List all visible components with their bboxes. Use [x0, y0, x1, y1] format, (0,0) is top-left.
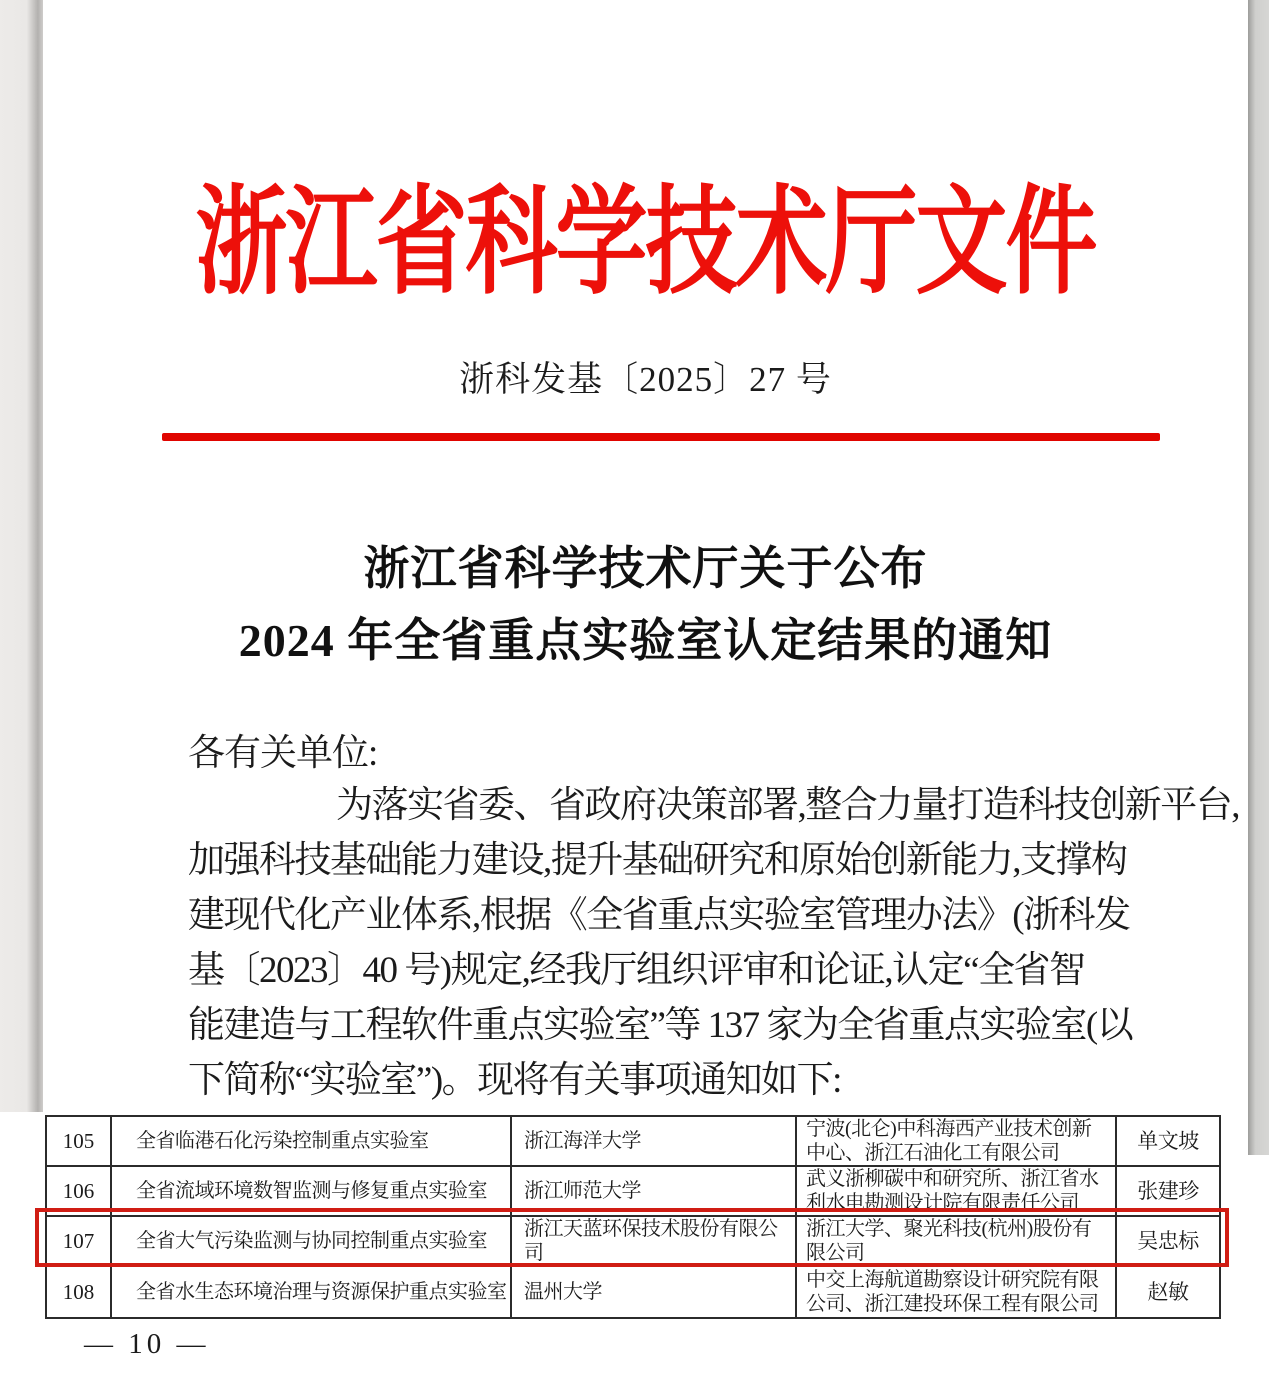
cell-director-name: 赵敏	[1147, 1280, 1189, 1304]
cell-partner-organizations: 武义浙柳碳中和研究所、浙江省水利水电勘测设计院有限责任公司	[797, 1167, 1117, 1217]
cell-director-name: 张建珍	[1117, 1167, 1219, 1217]
body-paragraph	[188, 778, 1239, 1108]
letterhead-rule	[162, 433, 1160, 441]
cell-partner-organizations: 浙江大学、聚光科技(杭州)股份有限公司	[797, 1217, 1117, 1267]
document-number: 浙科发基〔2025〕27 号	[459, 360, 832, 399]
page-edge-left	[0, 0, 43, 1112]
cell-institution: 浙江海洋大学	[512, 1117, 797, 1167]
body-line: 为落实省委、省政府决策部署,整合力量打造科技创新平台,	[336, 785, 1239, 826]
cell-partner-organizations: 宁波(北仑)中科海西产业技术创新中心、浙江石油化工有限公司	[797, 1117, 1117, 1167]
cell-director-name: 单文坡	[1117, 1117, 1219, 1167]
cell-institution: 温州大学	[512, 1267, 797, 1317]
page-number: — 10 —	[84, 1328, 210, 1360]
cell-partner-organizations: 中交上海航道勘察设计研究院有限公司、浙江建投环保工程有限公司	[797, 1267, 1117, 1317]
body-line: 基〔2023〕40 号)规定,经我厅组织评审和论证,认定“全省智	[188, 950, 1085, 991]
notice-title-line-1: 浙江省科学技术厅关于公布	[363, 543, 928, 594]
body-line: 能建造与工程软件重点实验室”等 137 家为全省重点实验室(以	[188, 1005, 1133, 1046]
cell-row-number: 108	[47, 1267, 112, 1317]
salutation: 各有关单位:	[188, 733, 378, 774]
cell-lab-name: 全省流域环境数智监测与修复重点实验室	[112, 1167, 512, 1217]
cell-institution: 浙江天蓝环保技术股份有限公司	[512, 1217, 797, 1267]
cell-institution: 浙江师范大学	[512, 1167, 797, 1217]
body-line: 加强科技基础能力建设,提升基础研究和原始创新能力,支撑构	[188, 840, 1127, 881]
cell-row-number: 105	[47, 1117, 112, 1167]
cell-lab-name: 全省大气污染监测与协同控制重点实验室	[112, 1217, 512, 1267]
body-line: 下简称“实验室”)。现将有关事项通知如下:	[188, 1060, 841, 1101]
letterhead-title: 浙江省科学技术厅文件	[195, 177, 1096, 308]
cell-row-number: 106	[47, 1167, 112, 1217]
body-line: 建现代化产业体系,根据《全省重点实验室管理办法》(浙科发	[188, 895, 1130, 936]
lab-results-table	[45, 1115, 1221, 1319]
cell-lab-name: 全省水生态环境治理与资源保护重点实验室	[112, 1267, 512, 1317]
cell-row-number: 107	[47, 1217, 112, 1267]
page-edge-right	[1248, 0, 1269, 1155]
cell-lab-name: 全省临港石化污染控制重点实验室	[112, 1117, 512, 1167]
cell-director-name: 吴忠标	[1117, 1217, 1219, 1267]
notice-title-line-2: 2024 年全省重点实验室认定结果的通知	[238, 615, 1053, 666]
